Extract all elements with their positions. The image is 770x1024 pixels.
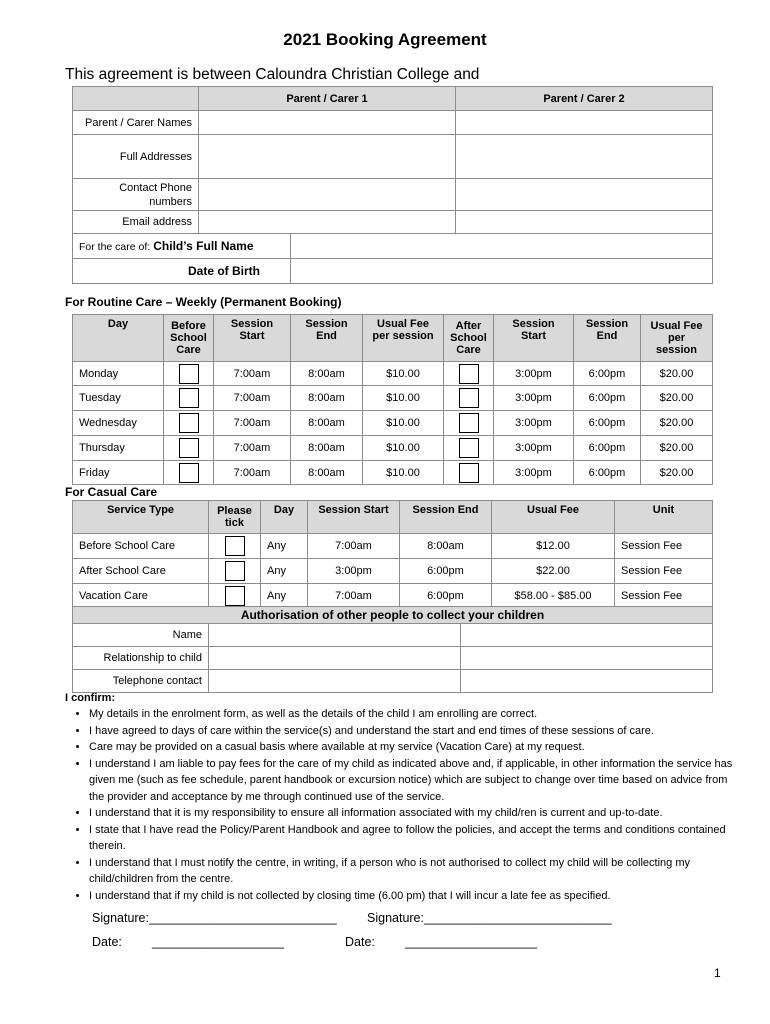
routine-as-start: 3:00pm bbox=[494, 461, 574, 485]
table-row bbox=[73, 362, 713, 386]
child-name-label bbox=[73, 234, 291, 259]
list-item: • I understand that it is my responsibility to ensure all information associated with my child/ren is current and up-to-date. bbox=[89, 805, 735, 822]
thursday-after-school-checkbox[interactable] bbox=[459, 438, 479, 458]
signature-line-1[interactable]: Signature:___________________________ bbox=[92, 911, 337, 925]
table-row bbox=[73, 461, 713, 485]
casual-end: 6:00pm bbox=[400, 559, 492, 584]
casual-header-day: Day bbox=[261, 501, 308, 534]
parent-names-label: Parent / Carer Names bbox=[73, 111, 199, 135]
routine-day: Wednesday bbox=[73, 411, 164, 436]
routine-bs-end: 8:00am bbox=[291, 411, 363, 436]
list-item: • My details in the enrolment form, as well as the details of the child I am enrolling are correct. bbox=[89, 706, 735, 723]
routine-header-bs-start: Session Start bbox=[214, 315, 291, 362]
table-row bbox=[73, 386, 713, 411]
casual-fee: $22.00 bbox=[492, 559, 615, 584]
routine-day: Friday bbox=[73, 461, 164, 485]
casual-unit: Session Fee bbox=[615, 584, 713, 608]
casual-care-table bbox=[72, 500, 713, 608]
parent-2-email-field[interactable] bbox=[456, 211, 713, 234]
child-table bbox=[72, 233, 713, 284]
care-prefix: For the care of: bbox=[79, 241, 151, 253]
intro-text: This agreement is between Caloundra Christian College and bbox=[65, 66, 480, 83]
routine-header-bs-end: Session End bbox=[291, 315, 363, 362]
routine-bs-start: 7:00am bbox=[214, 386, 291, 411]
authorisation-heading: Authorisation of other people to collect your children bbox=[73, 607, 713, 624]
monday-after-school-checkbox[interactable] bbox=[459, 364, 479, 384]
email-address-label: Email address bbox=[73, 211, 199, 234]
table-row bbox=[73, 411, 713, 436]
casual-service-type: Vacation Care bbox=[73, 584, 209, 608]
casual-day: Any bbox=[261, 559, 308, 584]
casual-fee: $12.00 bbox=[492, 534, 615, 559]
casual-header-session-end: Session End bbox=[400, 501, 492, 534]
routine-as-fee: $20.00 bbox=[641, 436, 713, 461]
parent-1-email-field[interactable] bbox=[199, 211, 456, 234]
friday-before-school-checkbox[interactable] bbox=[179, 463, 199, 483]
list-item: • I understand that I must notify the centre, in writing, if a person who is not authorised to collect my child will be collecting my child/children from the centre. bbox=[89, 855, 735, 888]
list-item: • Care may be provided on a casual basis where available at my service (Vacation Care) at my request. bbox=[89, 739, 735, 756]
parent-1-address-field[interactable] bbox=[199, 135, 456, 179]
date-label-1: Date: bbox=[92, 935, 122, 949]
routine-bs-start: 7:00am bbox=[214, 411, 291, 436]
casual-unit: Session Fee bbox=[615, 534, 713, 559]
telephone-field-1[interactable] bbox=[209, 670, 461, 693]
authorised-name-field-2[interactable] bbox=[461, 624, 713, 647]
parent-2-names-field[interactable] bbox=[456, 111, 713, 135]
routine-as-end: 6:00pm bbox=[574, 386, 641, 411]
routine-as-end: 6:00pm bbox=[574, 436, 641, 461]
parent-carer-2-header: Parent / Carer 2 bbox=[456, 87, 713, 111]
signature-line-2[interactable]: Signature:___________________________ bbox=[367, 911, 612, 925]
parent-2-phone-field[interactable] bbox=[456, 179, 713, 211]
routine-as-fee: $20.00 bbox=[641, 386, 713, 411]
list-item: • I have agreed to days of care within the service(s) and understand the start and end times of these sessions of care. bbox=[89, 723, 735, 740]
routine-bs-fee: $10.00 bbox=[363, 461, 444, 485]
routine-bs-end: 8:00am bbox=[291, 362, 363, 386]
routine-as-fee: $20.00 bbox=[641, 461, 713, 485]
list-item: • I understand I am liable to pay fees for the care of my child as indicated above and, if applicable, in other information the service has given me (such as fee schedule, parent handbook or excursion notice) which are subject to change over time based on advice from the provider and acceptance by me through continued use of the service. bbox=[89, 756, 735, 806]
casual-end: 8:00am bbox=[400, 534, 492, 559]
document-title: 2021 Booking Agreement bbox=[283, 30, 487, 49]
routine-as-start: 3:00pm bbox=[494, 386, 574, 411]
telephone-contact-label: Telephone contact bbox=[73, 670, 209, 693]
routine-care-heading: For Routine Care – Weekly (Permanent Booking) bbox=[65, 295, 342, 309]
list-item: • I understand that if my child is not collected by closing time (6.00 pm) that I will incur a late fee as specified. bbox=[89, 888, 735, 905]
date-line-2[interactable]: ___________________ bbox=[405, 935, 538, 949]
parent-carer-table bbox=[72, 86, 713, 234]
table-row bbox=[73, 559, 713, 584]
confirm-heading: I confirm: bbox=[65, 692, 116, 704]
casual-start: 7:00am bbox=[308, 534, 400, 559]
routine-day: Thursday bbox=[73, 436, 164, 461]
casual-header-please-tick: Please tick bbox=[209, 501, 261, 534]
routine-as-end: 6:00pm bbox=[574, 411, 641, 436]
casual-header-session-start: Session Start bbox=[308, 501, 400, 534]
routine-header-as-start: Session Start bbox=[494, 315, 574, 362]
routine-day: Tuesday bbox=[73, 386, 164, 411]
casual-fee: $58.00 - $85.00 bbox=[492, 584, 615, 608]
wednesday-before-school-checkbox[interactable] bbox=[179, 413, 199, 433]
authorised-name-label: Name bbox=[73, 624, 209, 647]
page-number: 1 bbox=[714, 966, 721, 980]
routine-day: Monday bbox=[73, 362, 164, 386]
monday-before-school-checkbox[interactable] bbox=[179, 364, 199, 384]
table-row bbox=[73, 534, 713, 559]
table-row bbox=[73, 436, 713, 461]
thursday-before-school-checkbox[interactable] bbox=[179, 438, 199, 458]
routine-header-as-end: Session End bbox=[574, 315, 641, 362]
routine-as-fee: $20.00 bbox=[641, 411, 713, 436]
date-of-birth-field[interactable] bbox=[291, 259, 713, 284]
routine-bs-start: 7:00am bbox=[214, 436, 291, 461]
routine-header-day: Day bbox=[73, 315, 164, 362]
tuesday-before-school-checkbox[interactable] bbox=[179, 388, 199, 408]
authorisation-table bbox=[72, 606, 713, 693]
casual-after-school-checkbox[interactable] bbox=[225, 561, 245, 581]
casual-before-school-checkbox[interactable] bbox=[225, 536, 245, 556]
casual-header-unit: Unit bbox=[615, 501, 713, 534]
date-label-2: Date: bbox=[345, 935, 375, 949]
casual-vacation-care-checkbox[interactable] bbox=[225, 586, 245, 606]
tuesday-after-school-checkbox[interactable] bbox=[459, 388, 479, 408]
parent-1-names-field[interactable] bbox=[199, 111, 456, 135]
casual-header-service-type: Service Type bbox=[73, 501, 209, 534]
table-row bbox=[73, 584, 713, 608]
routine-bs-fee: $10.00 bbox=[363, 386, 444, 411]
parent-2-address-field[interactable] bbox=[456, 135, 713, 179]
routine-as-fee: $20.00 bbox=[641, 362, 713, 386]
casual-care-heading: For Casual Care bbox=[65, 485, 158, 499]
casual-end: 6:00pm bbox=[400, 584, 492, 608]
full-addresses-label: Full Addresses bbox=[73, 135, 199, 179]
routine-bs-start: 7:00am bbox=[214, 362, 291, 386]
routine-bs-end: 8:00am bbox=[291, 461, 363, 485]
wednesday-after-school-checkbox[interactable] bbox=[459, 413, 479, 433]
casual-unit: Session Fee bbox=[615, 559, 713, 584]
casual-start: 7:00am bbox=[308, 584, 400, 608]
routine-bs-end: 8:00am bbox=[291, 386, 363, 411]
routine-as-end: 6:00pm bbox=[574, 362, 641, 386]
routine-bs-start: 7:00am bbox=[214, 461, 291, 485]
routine-header-before-school: Before School Care bbox=[164, 315, 214, 362]
routine-header-as-fee: Usual Fee per session bbox=[641, 315, 713, 362]
routine-as-end: 6:00pm bbox=[574, 461, 641, 485]
child-full-name-field[interactable] bbox=[291, 234, 713, 259]
relationship-field-2[interactable] bbox=[461, 647, 713, 670]
contact-phone-label: Contact Phone numbers bbox=[73, 179, 199, 211]
friday-after-school-checkbox[interactable] bbox=[459, 463, 479, 483]
routine-header-bs-fee: Usual Fee per session bbox=[363, 315, 444, 362]
list-item: • I state that I have read the Policy/Parent Handbook and agree to follow the policies, and accept the terms and conditions contained therein. bbox=[89, 822, 735, 855]
routine-bs-fee: $10.00 bbox=[363, 436, 444, 461]
confirm-section bbox=[65, 692, 735, 904]
routine-as-start: 3:00pm bbox=[494, 362, 574, 386]
routine-care-table bbox=[72, 314, 713, 485]
casual-header-usual-fee: Usual Fee bbox=[492, 501, 615, 534]
routine-as-start: 3:00pm bbox=[494, 411, 574, 436]
parent-carer-1-header: Parent / Carer 1 bbox=[199, 87, 456, 111]
casual-service-type: After School Care bbox=[73, 559, 209, 584]
casual-service-type: Before School Care bbox=[73, 534, 209, 559]
parent-table-corner bbox=[73, 87, 199, 111]
authorised-name-field-1[interactable] bbox=[209, 624, 461, 647]
date-line-1[interactable]: ___________________ bbox=[152, 935, 285, 949]
casual-day: Any bbox=[261, 584, 308, 608]
routine-bs-fee: $10.00 bbox=[363, 362, 444, 386]
routine-as-start: 3:00pm bbox=[494, 436, 574, 461]
relationship-label: Relationship to child bbox=[73, 647, 209, 670]
routine-header-after-school: After School Care bbox=[444, 315, 494, 362]
routine-bs-fee: $10.00 bbox=[363, 411, 444, 436]
child-full-name-label: Child’s Full Name bbox=[153, 239, 254, 253]
casual-start: 3:00pm bbox=[308, 559, 400, 584]
relationship-field-1[interactable] bbox=[209, 647, 461, 670]
telephone-field-2[interactable] bbox=[461, 670, 713, 693]
casual-day: Any bbox=[261, 534, 308, 559]
confirm-list bbox=[65, 706, 735, 904]
routine-bs-end: 8:00am bbox=[291, 436, 363, 461]
parent-1-phone-field[interactable] bbox=[199, 179, 456, 211]
date-of-birth-label: Date of Birth bbox=[73, 259, 291, 284]
